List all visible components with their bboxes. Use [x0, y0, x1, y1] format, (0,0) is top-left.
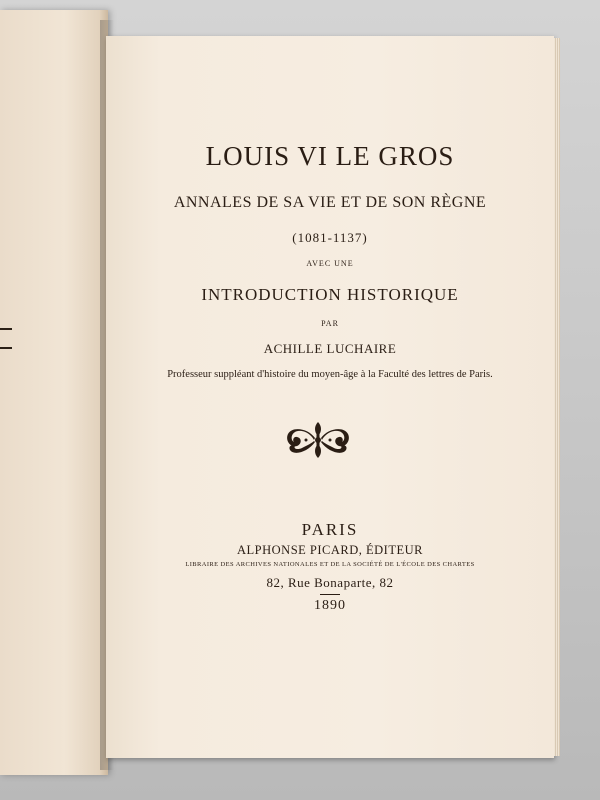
author-title: Professeur suppléant d'histoire du moyen-âge à la Faculté des lettres de Paris.	[167, 369, 493, 380]
publisher-affiliation: LIBRAIRE DES ARCHIVES NATIONALES ET DE LA SOCIÉTÉ DE L'ÉCOLE DES CHARTES	[185, 561, 475, 568]
publisher-name: ALPHONSE PICARD, ÉDITEUR	[237, 543, 423, 557]
left-page	[0, 10, 108, 775]
par-label: PAR	[321, 319, 339, 328]
reign-dates: (1081-1137)	[292, 230, 368, 245]
ink-mark	[0, 328, 12, 330]
publication-city: PARIS	[301, 520, 359, 539]
avec-une-label: AVEC UNE	[306, 259, 354, 268]
page-edges	[554, 38, 560, 756]
book-title: LOUIS VI LE GROS	[205, 141, 455, 171]
title-page-content	[106, 36, 554, 758]
publisher-address: 82, Rue Bonaparte, 82	[266, 575, 394, 590]
left-page-marks	[0, 328, 12, 366]
introduction-heading: INTRODUCTION HISTORIQUE	[201, 285, 459, 304]
ink-mark	[0, 347, 12, 349]
divider-rule	[320, 594, 340, 595]
fleuron-ornament-icon	[282, 418, 354, 462]
author-name: ACHILLE LUCHAIRE	[263, 341, 397, 356]
publication-year: 1890	[314, 598, 346, 613]
book-subtitle: ANNALES DE SA VIE ET DE SON RÈGNE	[173, 194, 487, 211]
